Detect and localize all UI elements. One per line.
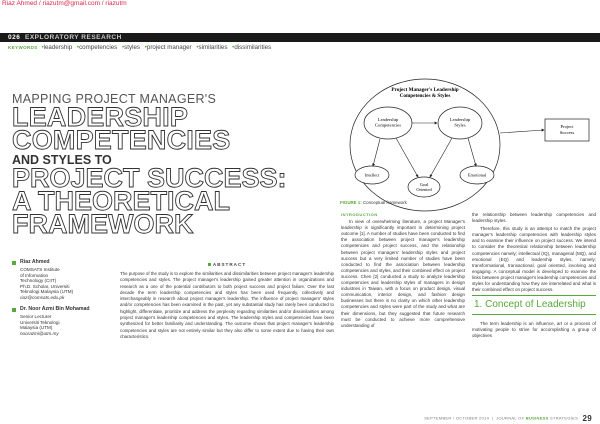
author-affiliation: of Information bbox=[20, 272, 49, 278]
body-column-2 bbox=[472, 212, 596, 340]
figure-caption bbox=[340, 200, 407, 205]
keyword: styles bbox=[124, 44, 140, 51]
author-affiliation: Universiti Teknologi bbox=[20, 319, 60, 325]
banner-section: EXPLORATORY RESEARCH bbox=[24, 34, 122, 41]
body-paragraph: Therefore, this study is an attempt to match the project manager's leadership competencies with leadership styles and to examine their influence on project success. We intend to consider the theoretical relationship between leadership competencies namely; intellectual (IQ), managerial (MQ), and emotional (EQ) and leadership styles, namely; transformational, transactional, goal oriented, involving and engaging. A conceptual model is developed to examine the links between project manager's leadership competencies and styles for understanding how they are interrelated and what is their combined effect on project success. bbox=[472, 226, 596, 293]
author-name: Riaz Ahmed bbox=[20, 259, 50, 265]
footer-dates: SEPTEMBER / OCTOBER 2014 bbox=[424, 415, 490, 421]
svg-text:GoalOriented: Goal Oriented bbox=[416, 182, 432, 192]
body-paragraph: The term leadership is an influence, art or a process of motivating people to strive for accomplishing a group of objectives bbox=[472, 321, 596, 339]
author-affiliation: COMSATS Institute bbox=[20, 267, 60, 273]
authors-block bbox=[12, 260, 112, 343]
page-footer: SEPTEMBER / OCTOBER 2014 | JOURNAL OF BUSINESS STRATEGIES 29 bbox=[424, 414, 592, 423]
title-line: MAPPING PROJECT MANAGER'S bbox=[12, 92, 217, 106]
keyword: dissimilarities bbox=[234, 44, 272, 51]
author-entry bbox=[12, 307, 112, 337]
svg-text:LeadershipStyles: Leadership Styles bbox=[449, 117, 471, 128]
author-name: Dr. Noor Azmi Bin Mohamad bbox=[20, 305, 90, 312]
author-affiliation: Technology (CIIT) bbox=[20, 278, 57, 284]
author-affiliation: Teknologi Malaysia (UTM) bbox=[20, 289, 74, 295]
body-paragraph: In view of overwhelming literature, a project Manager's leadership is significantly important in determining project outcome [1]. A number of studies have been conducted to find the association between project manager's leadership competencies and project success, and the relationship between project managers' leadership styles and project success but a very limited number of studies have been conducted to find the association between leadership competencies and styles, and their combined effect on project success. Chen [2] conducted a study to analyze leadership competencies and leadership styles of managers in design industries in Taiwan, with a focus on product design, visual communication, interior design, and fashion design businesses but there is no clarity on which other leadership competencies and styles were part of the study and what are their dimensions, but they suggested that future research must be conducted to achieve more comprehensive understanding of bbox=[341, 219, 465, 328]
author-affiliation: Senior Lecturer bbox=[20, 314, 52, 320]
keywords-line: KEYWORDS •leadership •competencies •styles •project manager •similarities •dissimilarities bbox=[8, 44, 272, 51]
title-line: COMPETENCIES bbox=[12, 125, 231, 155]
keyword: leadership bbox=[43, 44, 73, 51]
author-email[interactable]: riaz@comsats.edu.pk bbox=[20, 295, 65, 301]
figure-caption-label: FIGURE 1: bbox=[340, 200, 362, 205]
keyword: similarities bbox=[198, 44, 228, 51]
title-line: A THEORETICAL bbox=[12, 186, 230, 216]
green-square-icon bbox=[12, 308, 16, 312]
author-affiliation: Malaysia (UTM) bbox=[20, 325, 53, 331]
framework-title: Project Manager's Leadership Competencies & Styles bbox=[391, 87, 459, 99]
green-square-icon bbox=[12, 261, 16, 265]
keyword: project manager bbox=[146, 44, 192, 51]
keyword: competencies bbox=[79, 44, 118, 51]
figure-caption-text: Conceptual framework bbox=[362, 200, 407, 205]
title-line: LEADERSHIP bbox=[12, 102, 189, 132]
author-affiliation: Ph.D. Scholar, Universiti bbox=[20, 283, 70, 289]
svg-text:Emotional: Emotional bbox=[467, 172, 487, 178]
svg-text:LeadershipCompetencies: Leadership Competencies bbox=[374, 117, 402, 128]
title-line: FRAMEWORK bbox=[12, 209, 194, 239]
author-entry bbox=[12, 260, 112, 301]
page-number: 29 bbox=[582, 414, 592, 423]
abstract-block bbox=[120, 262, 334, 340]
green-square-icon bbox=[208, 263, 211, 266]
keywords-label: KEYWORDS bbox=[8, 45, 38, 50]
top-credit-line bbox=[0, 0, 600, 10]
banner-number: 026 bbox=[8, 34, 21, 41]
footer-journal-brand: BUSINESS bbox=[525, 415, 549, 421]
svg-text:ProjectSuccess: Project Success bbox=[559, 124, 575, 135]
section-heading: 1. Concept of Leadership bbox=[472, 295, 596, 315]
section-banner bbox=[0, 33, 600, 42]
footer-journal-suffix: STRATEGIES bbox=[550, 415, 579, 421]
article-title bbox=[12, 92, 332, 239]
body-paragraph: the relationship between leadership competencies and leadership styles. bbox=[472, 212, 596, 224]
abstract-heading bbox=[120, 262, 334, 267]
author-credit: Riaz Ahmed / riazutm@gmail.com / riazutm bbox=[2, 0, 127, 7]
body-column-1 bbox=[341, 212, 465, 329]
title-line: AND STYLES TO bbox=[12, 153, 112, 167]
author-email[interactable]: noorazmi@utm.my bbox=[20, 331, 59, 337]
footer-journal-prefix: JOURNAL OF bbox=[496, 415, 525, 421]
abstract-text: The purpose of the study is to explore the similarities and dissimilarities between project manager's leadership competencies and styles. The project manager's leadership gained greater attention in organizations and research as a one of the potential contributors to both project success and project failure. Over the last decade the term leadership competencies and styles has been used frequently, collectively and interchangeably in research about project manager's leadership. The influence of project managers' styles and/or competencies has been examined in the past, yet any substantial study has rarely been conducted to highlight, differentiate, prioritize and address the perplexity regarding similarities and/or dissimilarities among project manager's leadership competencies and styles. The leadership styles and competencies have been synthesized for better familiarity and understanding. The outcome shows that project manager's leadership competencies and styles are not entirely similar but they also differ to some extent due to having their own characteristics. bbox=[120, 271, 334, 339]
introduction-heading: INTRODUCTION bbox=[341, 212, 378, 217]
svg-text:Intellect: Intellect bbox=[364, 172, 380, 178]
banner-label bbox=[8, 33, 122, 42]
conceptual-framework-diagram bbox=[340, 75, 600, 215]
title-line: PROJECT SUCCESS: bbox=[12, 163, 287, 193]
abstract-heading-text: ABSTRACT bbox=[212, 262, 247, 267]
